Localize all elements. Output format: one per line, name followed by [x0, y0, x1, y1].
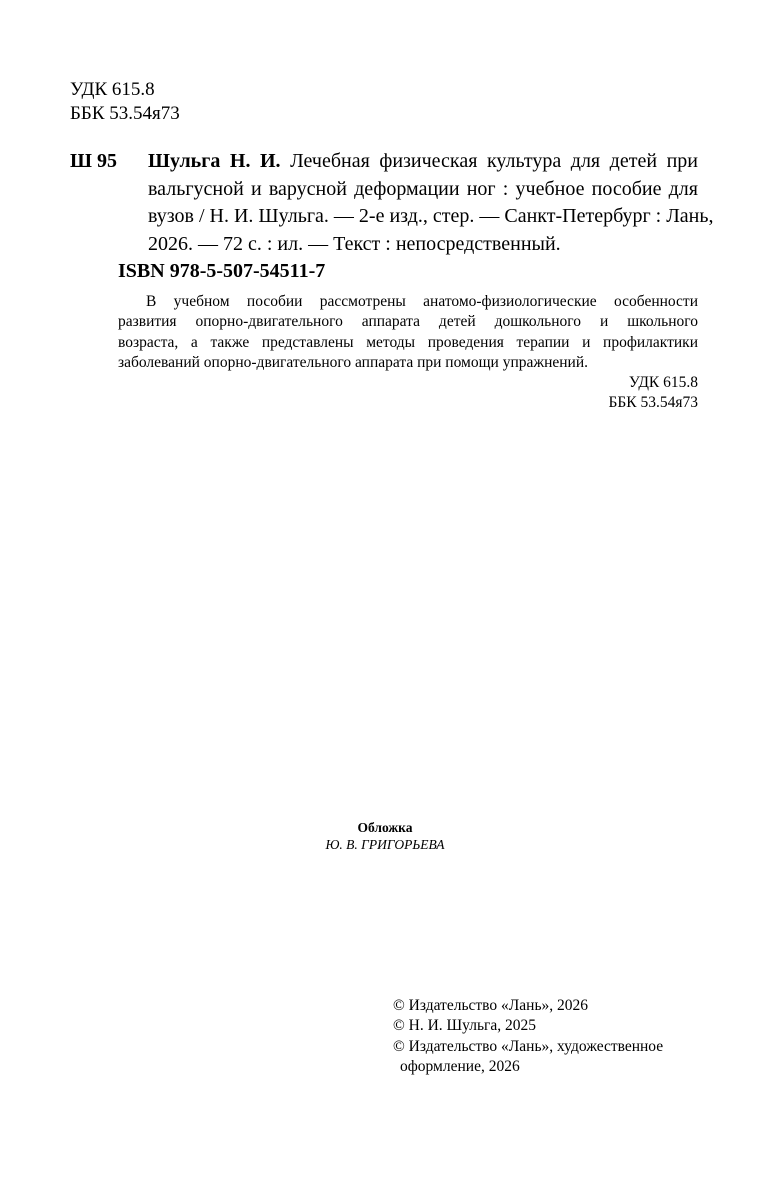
classification-block-top [70, 78, 180, 126]
bibliographic-line: вузов / Н. И. Шульга. — 2-е изд., стер. — Санкт-Петербург : Лань, [148, 205, 714, 227]
copyright-block [393, 996, 663, 1078]
bibliographic-line: вальгусной и варусной деформации ног : учебное пособие для [148, 177, 698, 200]
isbn: ISBN 978-5-507-54511-7 [118, 260, 326, 282]
cover-credit [230, 819, 540, 853]
cover-designer: Ю. В. ГРИГОРЬЕВА [325, 837, 445, 852]
copyright-line: © Н. И. Шульга, 2025 [393, 1017, 537, 1035]
abstract-line: заболеваний опорно-двигательного аппарата при помощи упражнений. [118, 353, 589, 371]
bibliographic-description [148, 148, 714, 258]
author-name: Шульга Н. И. [148, 150, 281, 172]
copyright-line: © Издательство «Лань», художественное [393, 1037, 664, 1055]
abstract-line: В учебном пособии рассмотрены анатомо-физиологические особенности [146, 293, 698, 310]
udk-code: УДК 615.8 [70, 79, 155, 100]
classification-block-bottom [480, 373, 698, 414]
author-sign: Ш 95 [70, 150, 117, 172]
cover-title: Обложка [357, 820, 413, 835]
udk-code: УДК 615.8 [628, 374, 698, 391]
abstract [118, 292, 698, 373]
abstract-line: возраста, а также представлены методы проведения терапии и профилактики [118, 333, 698, 351]
title-text: Лечебная физическая культура для детей при [290, 150, 698, 172]
bibliographic-line: 2026. — 72 с. : ил. — Текст : непосредственный. [148, 232, 561, 255]
bbk-code: ББК 53.54я73 [608, 394, 698, 412]
copyright-line: оформление, 2026 [400, 1058, 520, 1076]
copyright-line: © Издательство «Лань», 2026 [393, 997, 589, 1014]
bibliographic-line [148, 148, 698, 176]
bbk-code: ББК 53.54я73 [70, 103, 180, 124]
abstract-line: развития опорно-двигательного аппарата детей дошкольного и школьного [118, 313, 698, 331]
